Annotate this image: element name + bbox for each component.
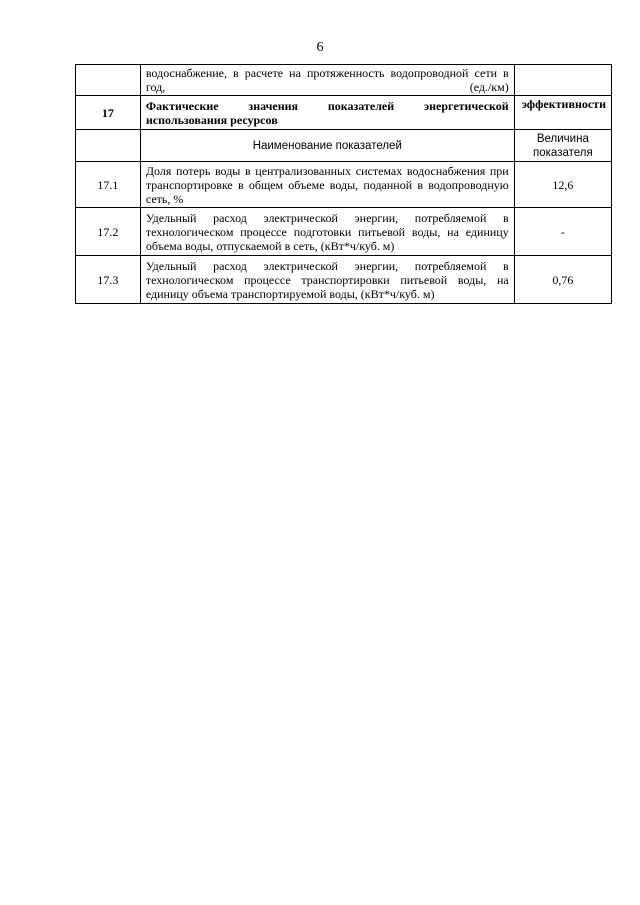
row-value-cell: 12,6 (514, 162, 611, 208)
row-name-cell: Доля потерь воды в централизованных системах водоснабжения при транспортировке в общем объеме воды, поданной в водопроводную сеть, % (140, 162, 514, 208)
row-number-cell: 17.3 (76, 256, 141, 304)
section-title-tail-cell: эффективности (514, 96, 611, 130)
continuation-value-cell (514, 65, 611, 96)
row-value-cell: 0,76 (514, 256, 611, 304)
indicators-table (75, 64, 612, 304)
table-row (76, 256, 612, 304)
row-name-cell: Удельный расход электрической энергии, потребляемой в технологическом процессе подготовки питьевой воды, на единицу объема воды, отпускаемой в сеть, (кВт*ч/куб. м) (140, 208, 514, 256)
continuation-name-cell: водоснабжение, в расчете на протяженность водопроводной сети в год, (ед./км) (140, 65, 514, 96)
table-row-section-17 (76, 96, 612, 130)
table-header-row (76, 130, 612, 162)
page-number: 6 (316, 40, 324, 55)
row-number-cell: 17.2 (76, 208, 141, 256)
table-row (76, 208, 612, 256)
section-title-cell (140, 96, 514, 130)
table-row-continuation (76, 65, 612, 96)
row-number-cell: 17.1 (76, 162, 141, 208)
row-value-cell: - (514, 208, 611, 256)
header-name-cell: Наименование показателей (140, 130, 514, 162)
continuation-number-cell (76, 65, 141, 96)
section-title-main: Фактические значения показателей энергетической использования ресурсов (145, 98, 509, 127)
header-value-cell: Величина показателя (514, 130, 611, 162)
header-number-cell (76, 130, 141, 162)
section-number-cell: 17 (76, 96, 141, 130)
table-row (76, 162, 612, 208)
row-name-cell: Удельный расход электрической энергии, потребляемой в технологическом процессе транспортировки питьевой воды, на единицу объема транспортируемой воды, (кВт*ч/куб. м) (140, 256, 514, 304)
